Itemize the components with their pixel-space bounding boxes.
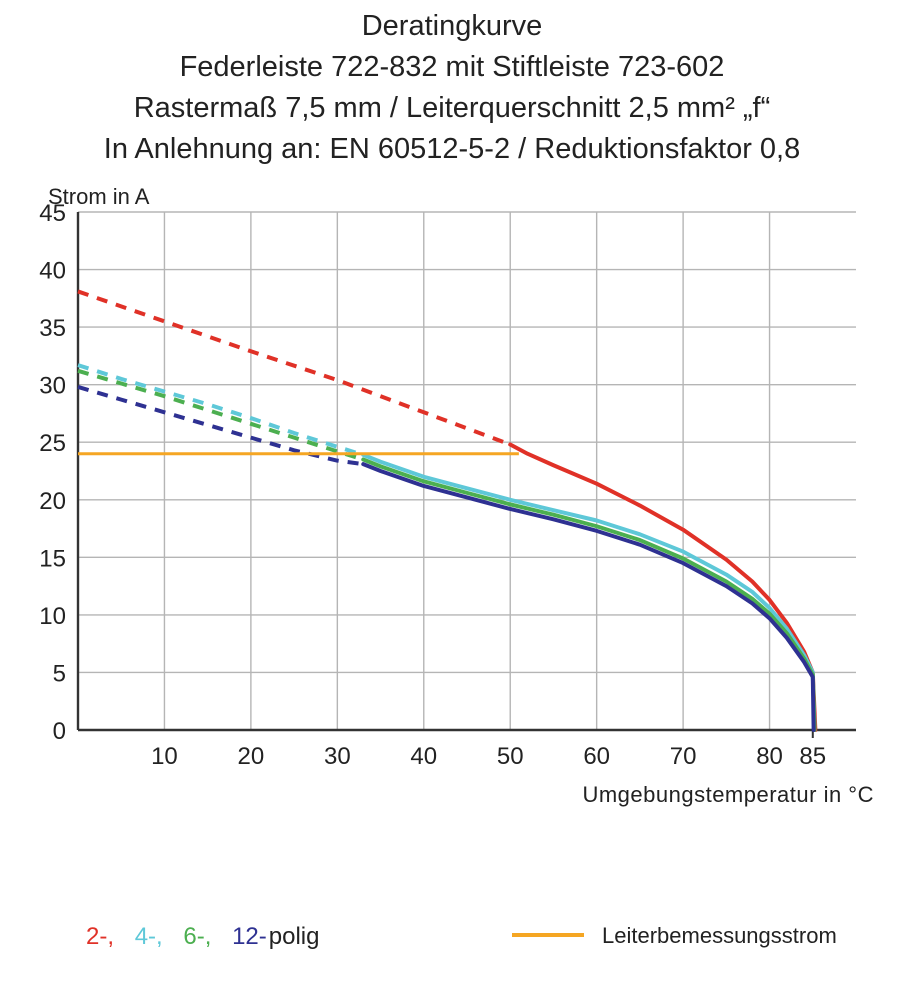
- legend-poles-group: [86, 923, 321, 951]
- x-tick-label: 60: [583, 743, 611, 770]
- x-tick-label: 70: [669, 743, 697, 770]
- x-tick-label: 50: [496, 743, 524, 770]
- y-tick-label: 45: [39, 200, 66, 227]
- series-solid-12-polig: [363, 464, 813, 730]
- legend-item-2-polig: 2-,: [86, 923, 115, 950]
- x-tick-label: 10: [151, 743, 178, 770]
- x-tick-label: 40: [410, 743, 438, 770]
- x-axis-label: Umgebungstemperatur in °C: [582, 782, 874, 807]
- title-line-3: Rastermaß 7,5 mm / Leiterquerschnitt 2,5 mm² „f“: [133, 92, 771, 124]
- title-line-1: Deratingkurve: [361, 10, 543, 42]
- y-axis-label: Strom in A: [48, 184, 150, 209]
- legend-item-4-polig: 4-,: [134, 923, 163, 950]
- series-dashed-4-polig: [78, 365, 363, 455]
- y-tick-label: 40: [39, 257, 66, 285]
- title-line-4: In Anlehnung an: EN 60512-5-2 / Reduktionsfaktor 0,8: [103, 133, 801, 165]
- x-tick-label: 20: [237, 743, 265, 770]
- y-tick-label: 35: [39, 315, 66, 343]
- legend-item-12-polig: 12-: [232, 923, 267, 950]
- y-tick-label: 10: [39, 602, 66, 630]
- legend-current-group: [512, 923, 837, 949]
- y-tick-label: 30: [39, 372, 66, 400]
- legend-line-swatch: [512, 933, 584, 937]
- x-tick-label: 80: [756, 743, 783, 770]
- title-line-2: Federleiste 722-832 mit Stiftleiste 723-602: [179, 51, 725, 83]
- y-tick-label: 25: [39, 430, 66, 458]
- series-dashed-2-polig: [78, 291, 510, 444]
- chart-plot-area: [0, 170, 904, 810]
- x-tick-label: 30: [323, 743, 351, 770]
- x-tick-label: 85: [799, 743, 827, 770]
- y-tick-label: 20: [39, 487, 66, 515]
- series-solid-4-polig: [363, 455, 814, 730]
- y-tick-label: 5: [52, 660, 66, 688]
- legend-current-label: Leiterbemessungsstrom: [602, 923, 837, 948]
- y-tick-label: 15: [39, 545, 66, 573]
- chart-legend: [0, 915, 904, 985]
- deratingkurve-chart: [0, 170, 904, 810]
- legend-poles-suffix: polig: [268, 923, 320, 950]
- legend-item-6-polig: 6-,: [183, 923, 212, 950]
- chart-title-block: [0, 0, 904, 170]
- y-tick-label: 0: [52, 718, 66, 745]
